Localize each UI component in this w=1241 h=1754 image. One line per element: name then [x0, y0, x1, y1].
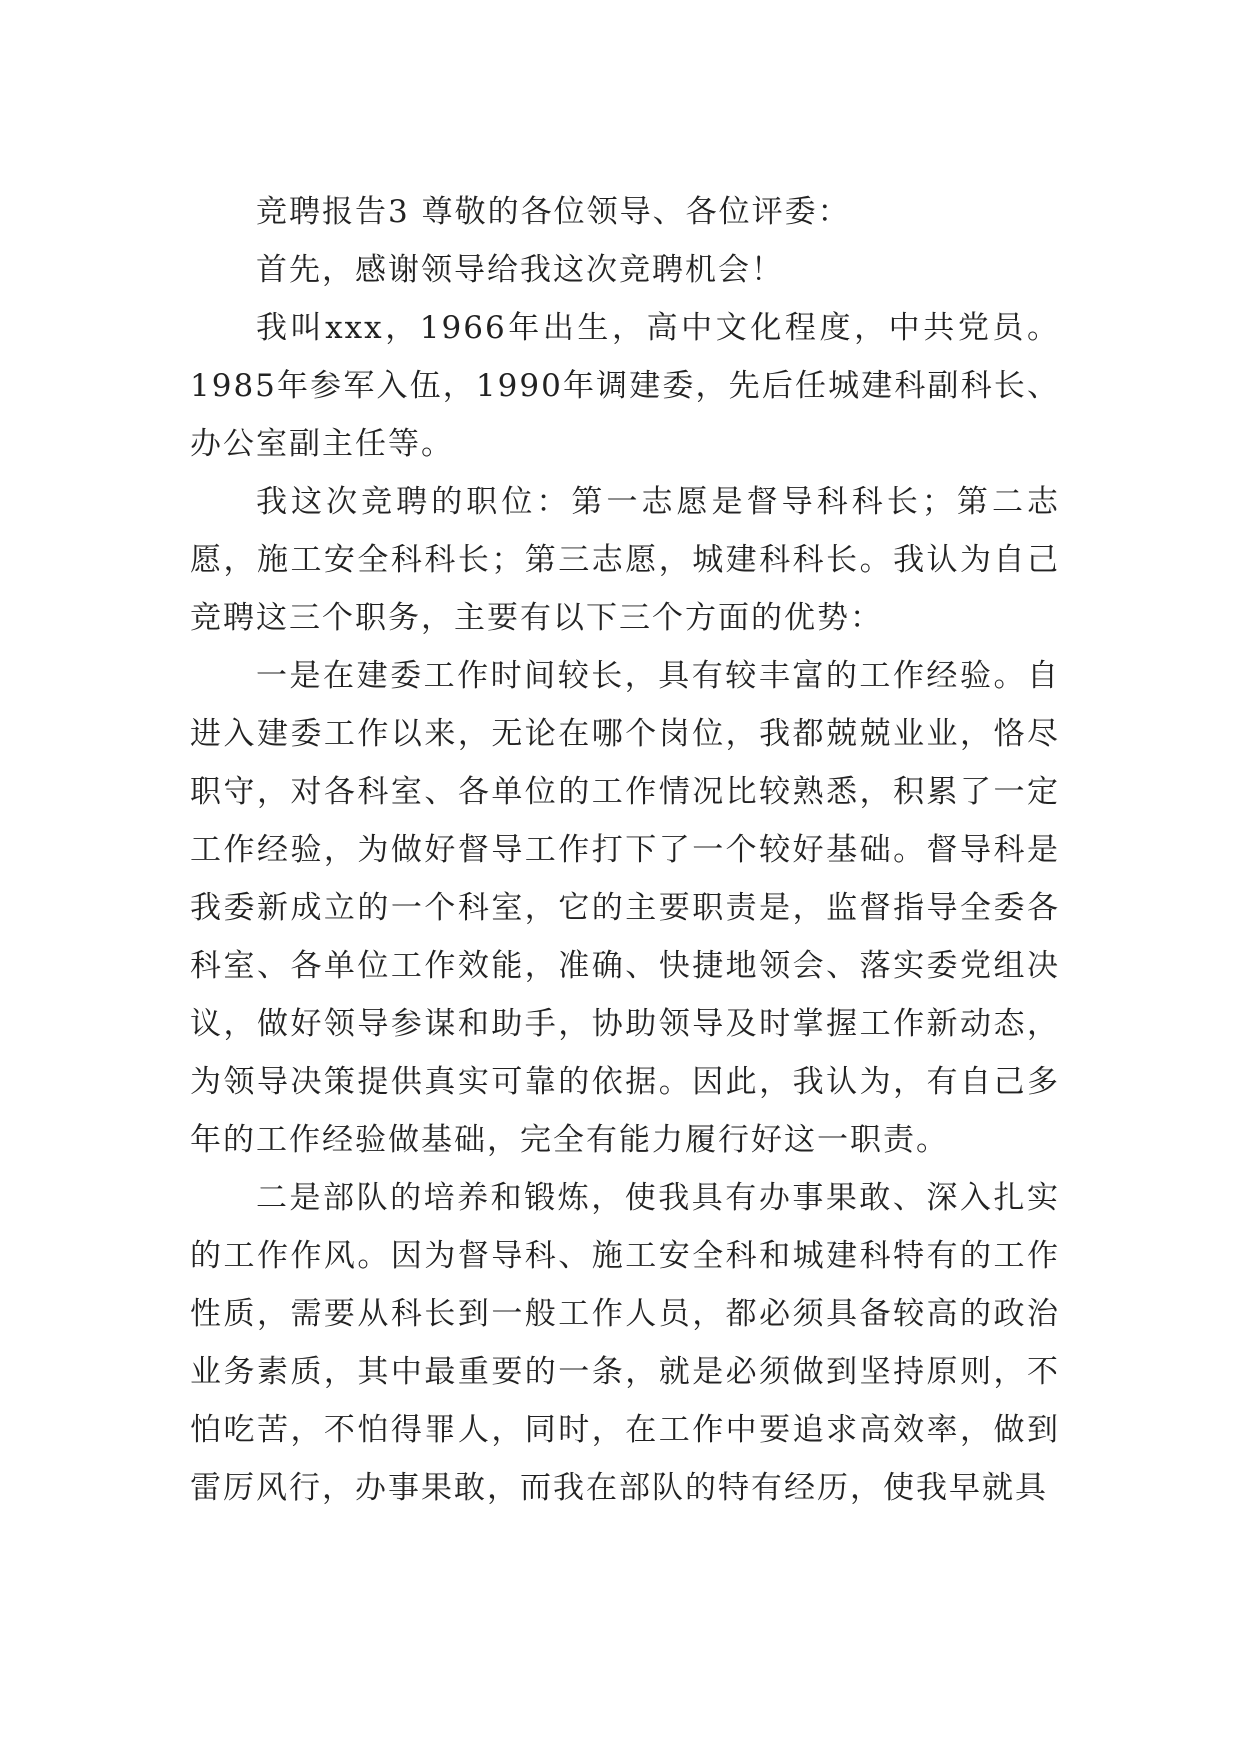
- paragraph-heading: 竞聘报告3 尊敬的各位领导、各位评委：: [256, 194, 851, 230]
- paragraph-advantage-two: 二是部队的培养和锻炼，使我具有办事果敢、深入扎实的工作作风。因为督导科、施工安全科和城建科特有的工作性质，需要从科长到一般工作人员，都必须具备较高的政治业务素质，其中最重要的一条，就是必须做到坚持原则，不怕吃苦，不怕得罪人，同时，在工作中要追求高效率，做到雷厉风行，办事果敢，而我在部队的特有经历，使我早就具: [190, 1180, 1060, 1506]
- paragraph-thanks: 首先，感谢领导给我这次竞聘机会！: [256, 252, 784, 288]
- paragraph-introduction: 我叫xxx，1966年出生，高中文化程度，中共党员。1985年参军入伍，1990年调建委，先后任城建科副科长、办公室副主任等。: [190, 310, 1060, 462]
- paragraph-positions: 我这次竞聘的职位：第一志愿是督导科科长；第二志愿，施工安全科科长；第三志愿，城建科科长。我认为自己竞聘这三个职务，主要有以下三个方面的优势：: [190, 484, 1060, 636]
- document-body: [190, 183, 1060, 1517]
- paragraph-advantage-one: 一是在建委工作时间较长，具有较丰富的工作经验。自进入建委工作以来，无论在哪个岗位，我都兢兢业业，恪尽职守，对各科室、各单位的工作情况比较熟悉，积累了一定工作经验，为做好督导工作打下了一个较好基础。督导科是我委新成立的一个科室，它的主要职责是，监督指导全委各科室、各单位工作效能，准确、快捷地领会、落实委党组决议，做好领导参谋和助手，协助领导及时掌握工作新动态，为领导决策提供真实可靠的依据。因此，我认为，有自己多年的工作经验做基础，完全有能力履行好这一职责。: [190, 658, 1060, 1158]
